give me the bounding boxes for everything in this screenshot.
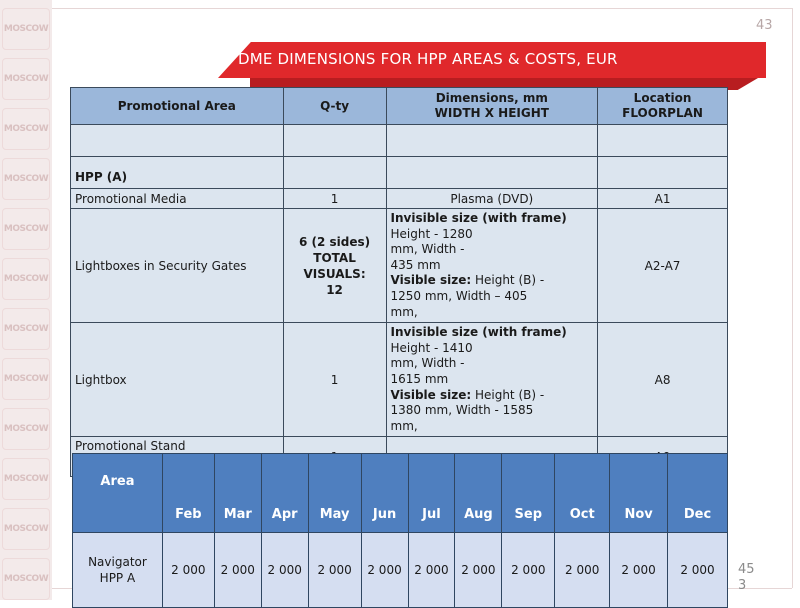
location-cell: A1 [598, 189, 728, 209]
month-header: Jun [361, 454, 408, 533]
invisible-size-label: Invisible size (with frame) [390, 211, 567, 225]
cost-cell: 2 000 [610, 533, 668, 608]
table-row [71, 323, 728, 437]
qty-cell: 1 [283, 323, 386, 437]
cost-cell: 2 000 [361, 533, 408, 608]
section-label: HPP (A) [71, 157, 284, 189]
invisible-size-value: Height - 1410 mm, Width - 1615 mm [390, 340, 473, 386]
header-dimensions: Dimensions, mm WIDTH X HEIGHT [386, 88, 598, 125]
cost-table [72, 453, 728, 608]
side-decoration-strip [0, 0, 52, 600]
table-cell [283, 125, 386, 157]
area-cell: Lightbox [71, 323, 284, 437]
table-row [71, 209, 728, 323]
month-header: Dec [668, 454, 728, 533]
moscow-logo-icon: MOSCOW [2, 208, 50, 250]
cost-cell: 2 000 [668, 533, 728, 608]
location-cell: A8 [598, 323, 728, 437]
table-cell [71, 125, 284, 157]
dimensions-cell [386, 209, 598, 323]
moscow-logo-icon: MOSCOW [2, 408, 50, 450]
dimensions-cell: Plasma (DVD) [386, 189, 598, 209]
cost-cell: 2 000 [455, 533, 502, 608]
moscow-logo-icon: MOSCOW [2, 8, 50, 50]
moscow-logo-icon: MOSCOW [2, 108, 50, 150]
moscow-logo-icon: MOSCOW [2, 458, 50, 500]
dimensions-table [70, 87, 728, 477]
table-section-row [71, 157, 728, 189]
cost-cell: 2 000 [214, 533, 261, 608]
bottom-page-number: 45 3 [738, 562, 755, 593]
table-cell [598, 157, 728, 189]
location-cell: A2-A7 [598, 209, 728, 323]
cost-cell: 2 000 [162, 533, 214, 608]
qty-cell: 1 [283, 189, 386, 209]
table-row-empty [71, 125, 728, 157]
month-header: Oct [555, 454, 610, 533]
area-cell: Promotional Media [71, 189, 284, 209]
cost-cell: 2 000 [408, 533, 455, 608]
header-promotional-area: Promotional Area [71, 88, 284, 125]
month-header: Apr [261, 454, 308, 533]
visible-size-value: Height (B) - 1250 mm, Width – 405 mm, [390, 273, 545, 319]
month-header: Aug [455, 454, 502, 533]
month-header: Jul [408, 454, 455, 533]
dimensions-cell [386, 323, 598, 437]
table-header-row [71, 88, 728, 125]
month-header: Feb [162, 454, 214, 533]
frame-line-top [52, 8, 792, 9]
area-cell: Promotional Stand [71, 437, 284, 477]
moscow-logo-icon: MOSCOW [2, 558, 50, 600]
page-number: 43 [756, 18, 773, 33]
area-cell: Lightboxes in Security Gates [71, 209, 284, 323]
month-header: Sep [502, 454, 555, 533]
table-cell [598, 125, 728, 157]
frame-line-right [792, 8, 793, 588]
cost-cell: 2 000 [261, 533, 308, 608]
month-header: Nov [610, 454, 668, 533]
cost-row [73, 533, 728, 608]
moscow-logo-icon: MOSCOW [2, 508, 50, 550]
visible-size-label: Visible size: [390, 273, 472, 288]
moscow-logo-icon: MOSCOW [2, 258, 50, 300]
table-cell [283, 157, 386, 189]
qty-cell: 6 (2 sides) TOTAL VISUALS: 12 [283, 209, 386, 323]
moscow-logo-icon: MOSCOW [2, 308, 50, 350]
moscow-logo-icon: MOSCOW [2, 158, 50, 200]
visible-size-value: Height (B) - 1380 mm, Width - 1585 mm, [390, 387, 545, 433]
header-qty: Q-ty [283, 88, 386, 125]
cost-cell: 2 000 [502, 533, 555, 608]
cost-header-row [73, 454, 728, 533]
invisible-size-label: Invisible size (with frame) [390, 325, 567, 340]
header-area: Area [73, 454, 163, 533]
moscow-logo-icon: MOSCOW [2, 58, 50, 100]
month-header: Mar [214, 454, 261, 533]
month-header: May [308, 454, 361, 533]
moscow-logo-icon: MOSCOW [2, 358, 50, 400]
table-cell [386, 125, 598, 157]
table-cell [386, 157, 598, 189]
cost-cell: 2 000 [555, 533, 610, 608]
slide-title: DME DIMENSIONS FOR HPP AREAS & COSTS, EUR [238, 50, 618, 68]
row-label: Navigator HPP A [73, 533, 163, 608]
cost-cell: 2 000 [308, 533, 361, 608]
invisible-size-value: Height - 1280 mm, Width - 435 mm [390, 226, 473, 272]
visible-size-label: Visible size: [390, 387, 472, 402]
header-location: Location FLOORPLAN [598, 88, 728, 125]
table-row [71, 189, 728, 209]
